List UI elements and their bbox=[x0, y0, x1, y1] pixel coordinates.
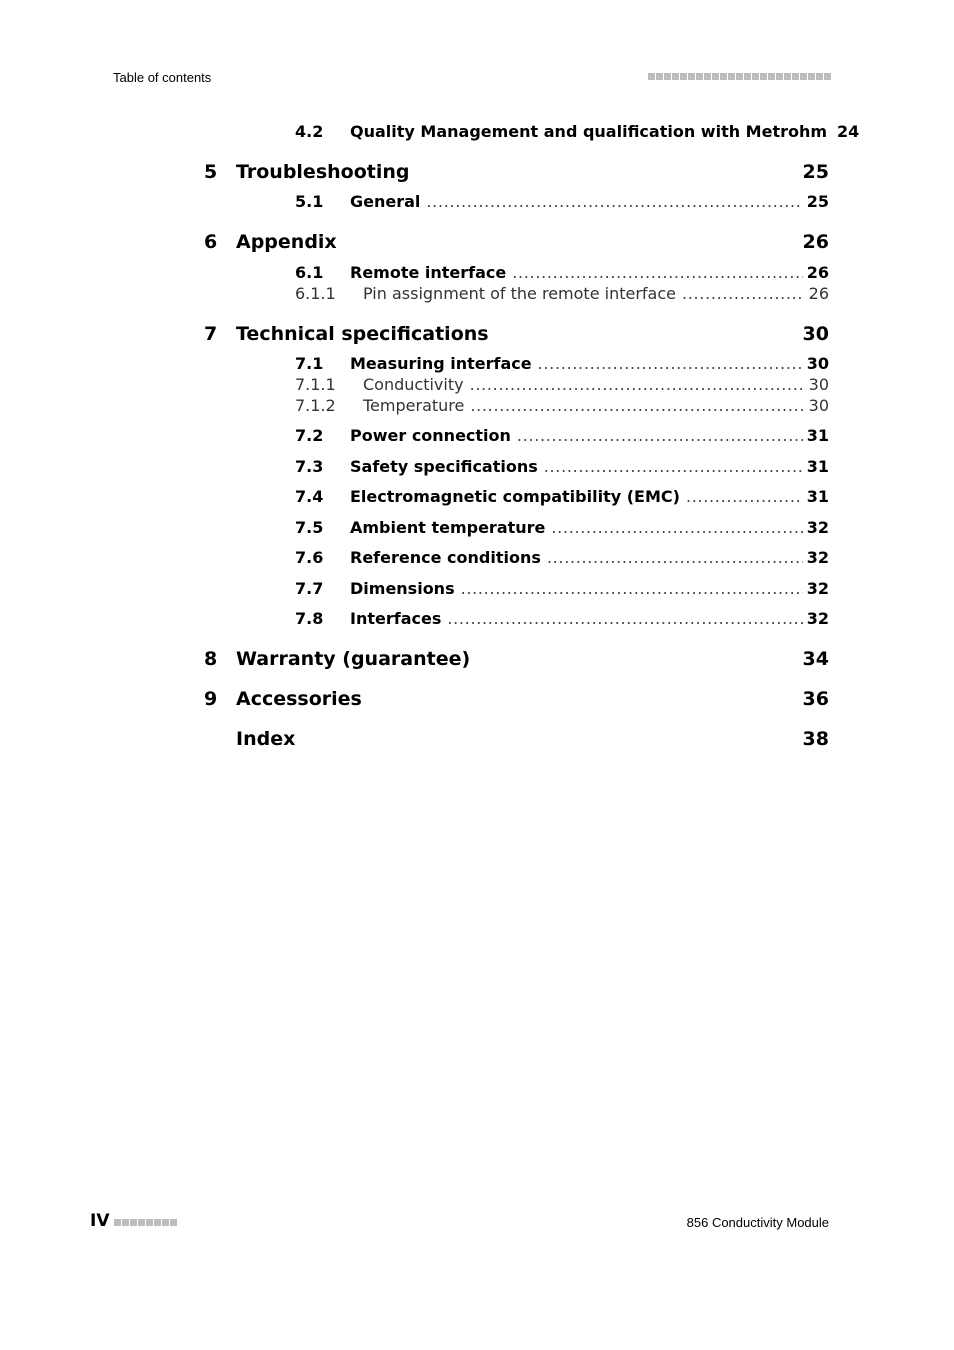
toc-entry-7-8[interactable] bbox=[0, 609, 954, 629]
entry-title: Dimensions bbox=[350, 579, 455, 598]
entry-page: 31 bbox=[806, 426, 829, 445]
entry-number: 7.2 bbox=[295, 426, 324, 445]
entry-page: 31 bbox=[806, 457, 829, 476]
chapter-page: 30 bbox=[802, 323, 829, 345]
chapter-page: 34 bbox=[802, 648, 829, 670]
entry-page: 32 bbox=[806, 579, 829, 598]
entry-title: Electromagnetic compatibility (EMC) bbox=[350, 487, 680, 506]
toc-entry-7-5[interactable] bbox=[0, 518, 954, 538]
entry-title: Ambient temperature bbox=[350, 518, 546, 537]
dot-leader bbox=[547, 548, 803, 568]
toc-entry-7-6[interactable] bbox=[0, 548, 954, 568]
toc-entry-7-1-1[interactable] bbox=[0, 375, 954, 395]
toc-entry-7-4[interactable] bbox=[0, 487, 954, 507]
toc-entry-6-1-1[interactable] bbox=[0, 284, 954, 304]
toc-entry-5-1[interactable] bbox=[0, 192, 954, 212]
entry-page: 30 bbox=[806, 354, 829, 373]
dot-leader bbox=[461, 579, 803, 599]
entry-page: 30 bbox=[808, 396, 829, 415]
dot-leader bbox=[470, 396, 804, 416]
dot-leader bbox=[470, 375, 805, 395]
toc-entry-7-1[interactable] bbox=[0, 354, 954, 374]
entry-page: 31 bbox=[806, 487, 829, 506]
entry-page: 26 bbox=[806, 263, 829, 282]
dot-leader bbox=[512, 263, 802, 283]
chapter-number: 9 bbox=[204, 688, 218, 710]
entry-title: Interfaces bbox=[350, 609, 442, 628]
chapter-number: 8 bbox=[204, 648, 218, 670]
chapter-title: Accessories bbox=[236, 688, 362, 710]
entry-title: Safety specifications bbox=[350, 457, 538, 476]
chapter-number: 6 bbox=[204, 231, 218, 253]
entry-page: 30 bbox=[808, 375, 829, 394]
chapter-title: Index bbox=[236, 728, 296, 750]
entry-page: 32 bbox=[806, 609, 829, 628]
entry-number: 7.1.1 bbox=[295, 375, 336, 394]
dot-leader bbox=[682, 284, 805, 304]
chapter-title: Warranty (guarantee) bbox=[236, 648, 471, 670]
entry-page: 32 bbox=[806, 548, 829, 567]
toc-entry-7-7[interactable] bbox=[0, 579, 954, 599]
entry-number: 7.5 bbox=[295, 518, 324, 537]
chapter-title: Troubleshooting bbox=[236, 161, 410, 183]
entry-title: Reference conditions bbox=[350, 548, 541, 567]
chapter-page: 26 bbox=[802, 231, 829, 253]
dot-leader bbox=[551, 518, 802, 538]
entry-number: 7.7 bbox=[295, 579, 324, 598]
entry-title: Measuring interface bbox=[350, 354, 532, 373]
entry-title: Quality Management and qualification with Metrohm bbox=[350, 122, 828, 141]
entry-title: Temperature bbox=[363, 396, 465, 415]
entry-title: Remote interface bbox=[350, 263, 507, 282]
entry-title: Pin assignment of the remote interface bbox=[363, 284, 676, 303]
entry-number: 7.8 bbox=[295, 609, 324, 628]
chapter-title: Technical specifications bbox=[236, 323, 489, 345]
toc-entry-7-1-2[interactable] bbox=[0, 396, 954, 416]
chapter-page: 38 bbox=[802, 728, 829, 750]
entry-number: 6.1 bbox=[295, 263, 324, 282]
running-header-title: Table of contents bbox=[113, 70, 212, 85]
dot-leader bbox=[686, 487, 803, 507]
entry-page: 26 bbox=[808, 284, 829, 303]
toc-entry-7-3[interactable] bbox=[0, 457, 954, 477]
dot-leader bbox=[544, 457, 803, 477]
running-footer-title: 856 Conductivity Module bbox=[686, 1215, 829, 1230]
page-number: IV bbox=[90, 1211, 110, 1231]
entry-number: 7.1 bbox=[295, 354, 324, 373]
toc-entry-4-2[interactable] bbox=[0, 122, 954, 142]
chapter-number: 5 bbox=[204, 161, 218, 183]
entry-number: 5.1 bbox=[295, 192, 324, 211]
toc-entry-6-1[interactable] bbox=[0, 263, 954, 283]
dot-leader bbox=[447, 609, 802, 629]
dot-leader bbox=[426, 192, 802, 212]
entry-page: 32 bbox=[806, 518, 829, 537]
dot-leader bbox=[517, 426, 803, 446]
chapter-page: 36 bbox=[802, 688, 829, 710]
chapter-title: Appendix bbox=[236, 231, 337, 253]
dot-leader bbox=[538, 354, 803, 374]
entry-page: 24 bbox=[837, 122, 860, 141]
entry-number: 6.1.1 bbox=[295, 284, 336, 303]
entry-number: 7.6 bbox=[295, 548, 324, 567]
entry-title: General bbox=[350, 192, 421, 211]
entry-title: Conductivity bbox=[363, 375, 464, 394]
toc-entry-7-2[interactable] bbox=[0, 426, 954, 446]
header-decoration-squares bbox=[648, 73, 831, 80]
chapter-page: 25 bbox=[802, 161, 829, 183]
chapter-number: 7 bbox=[204, 323, 218, 345]
footer-decoration-squares bbox=[114, 1219, 177, 1226]
entry-page: 25 bbox=[806, 192, 829, 211]
entry-number: 4.2 bbox=[295, 122, 324, 141]
entry-number: 7.3 bbox=[295, 457, 324, 476]
entry-title: Power connection bbox=[350, 426, 511, 445]
entry-number: 7.4 bbox=[295, 487, 324, 506]
entry-number: 7.1.2 bbox=[295, 396, 336, 415]
